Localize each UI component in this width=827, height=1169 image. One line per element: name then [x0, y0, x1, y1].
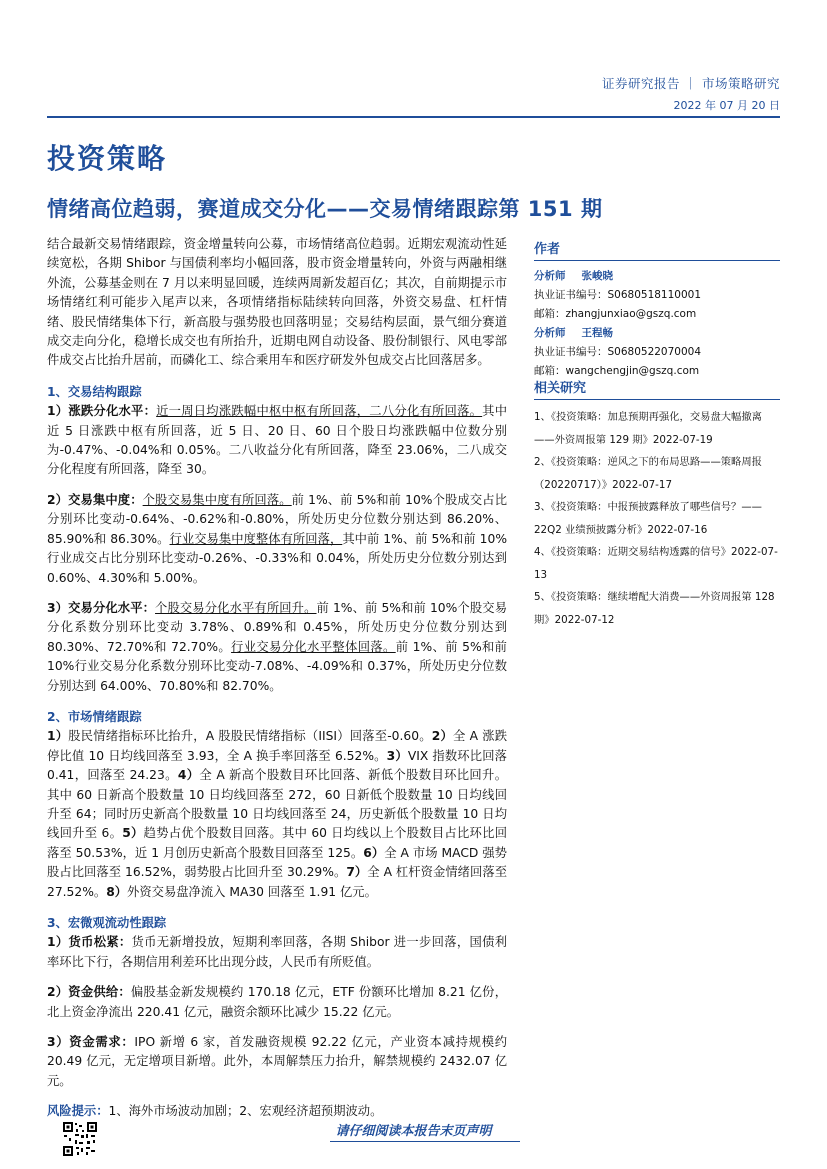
market-sentiment-paragraph — [47, 727, 507, 902]
related-research-item[interactable]: 3、《投资策略：中报预披露释放了哪些信号？——22Q2 业绩预披露分析》2022-07-16 — [534, 501, 762, 536]
paragraph-text: 其中近 5 日涨跌中枢有所回落，近 5 日、20 日、60 日个股日均涨跌幅中位数分别为-0.47%、-0.04%和 0.05%。二八收益分化有所回落，降至 23.06%，二八成交分化程度有所回落，降至 30。 — [47, 404, 507, 477]
item-text: 全 A 新高个股数目环比回落、新低个股数目环比回升。其中 60 日新高个股数量 10 日均线回落至 272，60 日新低个股数量 10 日均线回升至 64；同时历史新高个股数量 10 日均线回落至 24，历史新低个股数量 10 日均线回升至 6。 — [47, 768, 508, 841]
item-text: VIX 指数环比回落 0.41，回落至 24.23。 — [47, 748, 507, 783]
paragraph-label: 3）资金需求： — [47, 1035, 135, 1050]
report-date: 2022 年 07 月 20 日 — [673, 99, 780, 112]
trade-structure-paragraph-1 — [47, 402, 507, 480]
header-divider — [47, 116, 780, 118]
related-research-item[interactable]: 1、《投资策略：加息预期再强化，交易盘大幅撤离——外资周报第 129 期》2022-07-19 — [534, 411, 762, 446]
item-number: 8） — [106, 884, 128, 899]
author-name: 张峻晓 — [581, 270, 613, 282]
item-number: 7） — [346, 865, 368, 880]
trade-structure-paragraph-3 — [47, 599, 507, 696]
risk-label: 风险提示： — [47, 1104, 109, 1119]
key-finding: 个股交易集中度有所回落。 — [142, 492, 292, 507]
key-finding: 个股交易分化水平有所回升。 — [155, 600, 317, 615]
item-text: 全 A 涨跌停比值 10 日均线回落至 3.93，全 A 换手率回落至 6.52%。 — [47, 729, 507, 763]
paragraph-label: 2）资金供给： — [47, 985, 131, 1000]
footer-divider — [330, 1141, 520, 1142]
risk-warning — [47, 1102, 507, 1121]
main-body — [47, 235, 507, 1122]
author-card — [534, 267, 780, 324]
disclaimer-note: 请仔细阅读本报告末页声明 — [335, 1124, 492, 1139]
related-research-item[interactable]: 5、《投资策略：继续增配大消费——外资周报第 128 期》2022-07-12 — [534, 591, 775, 626]
authors-heading: 作者 — [534, 238, 780, 261]
liquidity-paragraph-3 — [47, 1033, 507, 1091]
paragraph-text: IPO 新增 6 家，首发融资规模 92.22 亿元，产业资本减持规模约 20.49 亿元，无定增项目新增。此外，本周解禁压力抬升，解禁规模约 2432.07 亿元。 — [47, 1035, 508, 1088]
author-role: 分析师 — [534, 327, 566, 339]
author-cert: 执业证书编号：S0680522070004 — [534, 346, 702, 358]
author-card — [534, 324, 780, 381]
liquidity-paragraph-1 — [47, 933, 507, 972]
item-number: 3） — [386, 748, 408, 763]
page-title: 投资策略 — [47, 142, 168, 175]
section-heading-liquidity: 3、宏微观流动性跟踪 — [47, 916, 167, 930]
paragraph-text: 前 1%、前 5%和前 10%行业交易分化系数分别环比变动-7.08%、-4.09%和 0.37%，所处历史分位数分别达到 64.00%、70.80%和 82.70%。 — [47, 639, 507, 693]
author-email[interactable]: 邮箱：zhangjunxiao@gszq.com — [534, 308, 697, 320]
related-research-item[interactable]: 4、《投资策略：近期交易结构透露的信号》2022-07-13 — [534, 546, 778, 581]
item-text: 趋势占优个股数目回落。其中 60 日均线以上个股数目占比环比回落至 50.53%，近 1 月创历史新高个股数目回落至 125。 — [47, 826, 508, 860]
item-number: 5） — [122, 826, 144, 841]
liquidity-paragraph-2 — [47, 983, 507, 1022]
author-role: 分析师 — [534, 270, 566, 282]
paragraph-text: 货币无新增投放，短期利率回落，各期 Shibor 进一步回落，国债利率环比下行，各期信用利差环比出现分歧，人民币有所贬值。 — [47, 935, 507, 969]
author-email[interactable]: 邮箱：wangchengjin@gszq.com — [534, 365, 700, 377]
paragraph-text: 其中前 1%、前 5%和前 10%行业成交占比分别环比变动-0.26%、-0.33%和 0.04%，所处历史分位数分别达到 0.60%、4.30%和 5.00%。 — [47, 531, 508, 585]
paragraph-label: 3）交易分化水平： — [47, 600, 156, 615]
item-text: 全 A 杠杆资金情绪回落至 27.52%。 — [47, 865, 507, 899]
section-heading-trade-structure: 1、交易结构跟踪 — [47, 384, 142, 399]
item-number: 4） — [177, 768, 200, 783]
key-finding: 行业交易集中度整体有所回落， — [169, 531, 343, 546]
trade-structure-paragraph-2 — [47, 491, 507, 588]
author-cert: 执业证书编号：S0680518110001 — [534, 289, 702, 301]
paragraph-text: 前 1%、前 5%和前 10%个股交易分化系数分别环比变动 3.78%、0.89%和 0.45%，所处历史分位数分别达到 80.30%、72.70%和 72.70%。 — [47, 600, 507, 654]
related-research-panel — [534, 377, 780, 631]
paragraph-text: 偏股基金新发规模约 170.18 亿元，ETF 份额环比增加 8.21 亿份，北上资金净流出 220.41 亿元，融资余额环比减少 15.22 亿元。 — [47, 985, 508, 1019]
item-text: 股民情绪指标环比抬升，A 股股民情绪指标（IISI）回落至-0.60。 — [68, 729, 432, 744]
summary-paragraph: 结合最新交易情绪跟踪，资金增量转向公募，市场情绪高位趋弱。近期宏观流动性延续宽松，各期 Shibor 与国债利率均小幅回落，股市资金增量转向，外资与两融相继外流，公募基金则在 7 月以来明显回暖，连续两周新发超百亿；其次，自前期提示市场情绪红利可能步入尾声以来，各项情绪指标陆续转向回落，外资交易盘、杠杆情绪、股民情绪集体下行，新高股与强势股也回落明显；交易结构层面，景气细分赛道成交走向分化，稳增长成交也有所抬升，近期电网自动设备、股份制银行、风电零部件成交占比抬升居前，而磷化工、综合乘用车和医疗研发外包成交占比回落居多。 — [47, 237, 507, 368]
paragraph-label: 1）涨跌分化水平： — [47, 404, 157, 419]
related-research-item[interactable]: 2、《投资策略：逆风之下的布局思路——策略周报（20220717）》2022-07-17 — [534, 456, 762, 491]
item-text: 外资交易盘净流入 MA30 回落至 1.91 亿元。 — [127, 884, 377, 899]
key-finding: 行业交易分化水平整体回落。 — [231, 639, 396, 654]
item-number: 2） — [431, 729, 454, 744]
item-text: 全 A 市场 MACD 强势股占比回落至 16.52%，弱势股占比回升至 30.29%。 — [47, 845, 507, 880]
report-subtitle: 情绪高位趋弱，赛道成交分化——交易情绪跟踪第 151 期 — [47, 197, 603, 221]
report-type: 证券研究报告 ｜ 市场策略研究 — [602, 76, 780, 91]
paragraph-label: 2）交易集中度： — [47, 492, 143, 507]
risk-text: 1、海外市场波动加剧；2、宏观经济超预期波动。 — [108, 1104, 383, 1119]
author-name: 王程畅 — [581, 327, 613, 339]
related-research-list — [534, 406, 780, 631]
key-finding: 近一周日均涨跌幅中枢中枢有所回落，二八分化有所回落。 — [156, 404, 483, 419]
authors-panel — [534, 238, 780, 381]
item-number: 6） — [363, 845, 385, 860]
section-heading-market-sentiment: 2、市场情绪跟踪 — [47, 709, 142, 724]
paragraph-label: 1）货币松紧： — [47, 935, 132, 950]
item-number: 1） — [47, 729, 69, 744]
paragraph-text: 前 1%、前 5%和前 10%个股成交占比分别环比变动-0.64%、-0.62%和-0.80%，所处历史分位数分别达到 86.20%、85.90%和 86.30%。 — [47, 492, 507, 546]
related-research-heading: 相关研究 — [534, 377, 780, 400]
